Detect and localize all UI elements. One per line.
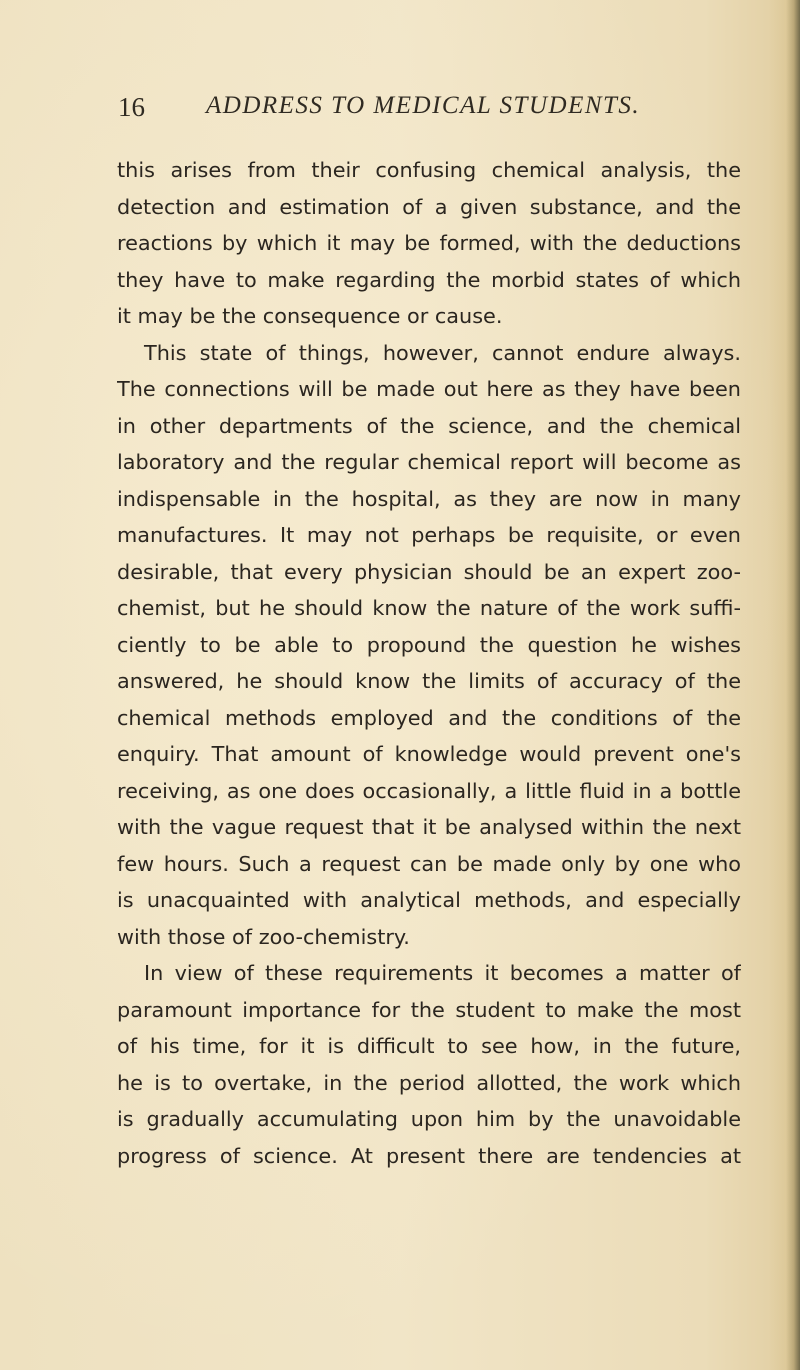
text-line: laboratory and the regular chemical report will become as — [117, 450, 741, 474]
text-line: they have to make regarding the morbid states of which — [117, 267, 741, 292]
text-line: reactions by which it may be formed, with the deductions — [117, 231, 741, 255]
text-line: of his time, for it is difficult to see how, in the future, — [117, 1034, 741, 1058]
text-line: desirable, that every physician should be an expert zoo- — [117, 559, 741, 584]
text-line: few hours. Such a request can be made only by one who — [117, 851, 741, 876]
text-line: he is to overtake, in the period allotted, the work which — [117, 1070, 741, 1095]
text-line: progress of science. At present there are tendencies at — [117, 1143, 741, 1168]
body-text — [117, 152, 741, 1174]
text-line: answered, he should know the limits of accuracy of the — [117, 669, 741, 693]
text-line: indispensable in the hospital, as they are now in many — [117, 486, 741, 511]
text-line: enquiry. That amount of knowledge would prevent one's — [117, 742, 741, 766]
text-line: chemist, but he should know the nature of the work suffi- — [117, 596, 741, 620]
text-line: it may be the consequence or cause. — [117, 304, 503, 328]
text-line: in other departments of the science, and the chemical — [117, 413, 741, 438]
text-line: is unacquainted with analytical methods, and especially — [117, 888, 741, 912]
page-header — [118, 92, 758, 132]
text-line: paramount importance for the student to make the most — [117, 997, 741, 1022]
text-line: receiving, as one does occasionally, a little fluid in a bottle — [117, 778, 741, 803]
text-line: detection and estimation of a given substance, and the — [117, 194, 741, 219]
text-line: is gradually accumulating upon him by the unavoidable — [117, 1107, 741, 1131]
text-line: ciently to be able to propound the question he wishes — [117, 632, 741, 657]
text-line: this arises from their confusing chemical analysis, the — [117, 158, 741, 182]
text-line: chemical methods employed and the conditions of the — [117, 705, 741, 730]
text-line: The connections will be made out here as they have been — [117, 377, 741, 401]
text-line: In view of these requirements it becomes a matter of — [144, 961, 741, 985]
text-line: This state of things, however, cannot endure always. — [144, 340, 741, 365]
text-line: with those of zoo-chemistry. — [117, 924, 410, 949]
text-line: manufactures. It may not perhaps be requisite, or even — [117, 523, 741, 547]
page-number: 16 — [118, 92, 145, 122]
page-edge-shadow — [786, 0, 800, 1370]
text-line: with the vague request that it be analysed within the next — [117, 815, 741, 839]
running-head: ADDRESS TO MEDICAL STUDENTS. — [206, 92, 641, 119]
